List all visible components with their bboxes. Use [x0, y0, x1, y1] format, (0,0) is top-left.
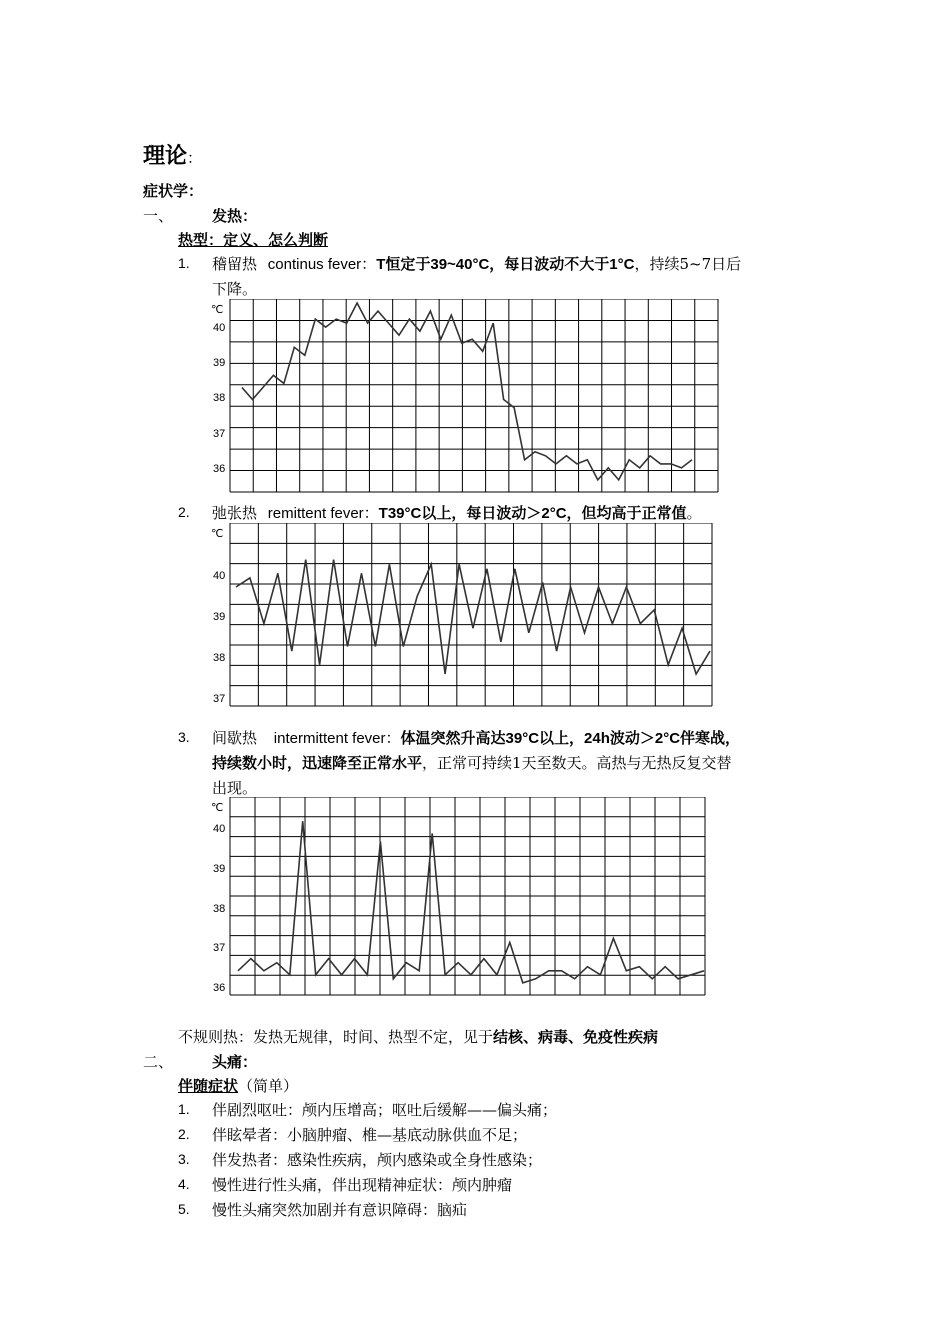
item3-line1 [212, 727, 740, 748]
item3-num: 3. [178, 729, 190, 745]
remittent-fever-chart [208, 523, 718, 708]
headache-item-4: 慢性进行性头痛，伴出现精神症状：颅内肿瘤 [212, 1176, 513, 1194]
unit-label: ℃ [211, 304, 224, 316]
headache-num-1: 1. [178, 1101, 190, 1117]
item3-bold: 体温突然升高达39°C以上，24h波动＞2°C伴寒战， [400, 730, 741, 747]
continuous-fever-chart [208, 299, 723, 494]
grid [230, 523, 712, 706]
grid [230, 797, 705, 995]
accompany-note: （简单） [238, 1077, 299, 1095]
unit-label: ℃ [211, 802, 224, 814]
item1-name: 稽留热 [212, 255, 258, 273]
accompany-label: 伴随症状 [178, 1077, 239, 1095]
headache-item-5: 慢性头痛突然加剧并有意识障碍：脑疝 [212, 1201, 468, 1219]
section2-num: 二、 [143, 1053, 174, 1071]
y-tick-label: 39 [213, 611, 226, 623]
y-tick-label: 39 [213, 357, 226, 369]
unit-label: ℃ [211, 528, 224, 540]
title-colon: ： [187, 149, 203, 167]
item1-line2: 下降。 [212, 280, 258, 298]
subtitle: 症状学： [143, 182, 204, 200]
y-tick-label: 37 [213, 942, 226, 954]
headache-num-2: 2. [178, 1126, 190, 1142]
page-title [143, 139, 202, 170]
item1-bold: T恒定于39~40°C，每日波动不大于1°C [376, 256, 635, 273]
item3-line2-rest: ，正常可持续1天至数天。高热与无热反复交替 [422, 754, 732, 772]
item2-rest: 。 [686, 504, 702, 522]
headache-num-5: 5. [178, 1201, 190, 1217]
item1-num: 1. [178, 255, 190, 271]
intermittent-fever-chart [208, 797, 713, 997]
accompany-heading [178, 1075, 298, 1096]
item1-rest: ，持续5~7日后 [634, 255, 742, 273]
y-tick-label: 37 [213, 693, 226, 705]
item3-name: 间歇热 [212, 729, 258, 747]
y-tick-label: 36 [213, 463, 226, 475]
title-text: 理论 [143, 143, 188, 169]
y-tick-label: 39 [213, 863, 226, 875]
item2-bold: T39°C以上，每日波动＞2°C，但均高于正常值 [378, 505, 687, 522]
item1-line1 [212, 253, 741, 274]
headache-num-3: 3. [178, 1151, 190, 1167]
y-tick-label: 38 [213, 903, 226, 915]
item2-num: 2. [178, 504, 190, 520]
section1-num: 一、 [143, 207, 174, 225]
headache-item-1: 伴剧烈呕吐：颅内压增高；呕吐后缓解——偏头痛； [212, 1101, 558, 1119]
item1-en: continus fever： [267, 256, 377, 273]
y-tick-label: 38 [213, 652, 226, 664]
y-tick-label: 40 [213, 823, 226, 835]
temperature-series-line [236, 560, 710, 674]
headache-item-2: 伴眩晕者：小脑肿瘤、椎—基底动脉供血不足； [212, 1126, 528, 1144]
y-tick-label: 40 [213, 322, 226, 334]
section2-label: 头痛： [212, 1053, 258, 1071]
y-tick-label: 38 [213, 392, 226, 404]
irregular-text: 不规则热：发热无规律，时间、热型不定，见于 [178, 1028, 494, 1046]
y-tick-label: 36 [213, 982, 226, 994]
temperature-series-line [238, 821, 704, 983]
item3-en: intermittent fever： [273, 730, 401, 747]
temperature-series-line [242, 303, 692, 480]
item2-en: remittent fever： [267, 505, 379, 522]
headache-item-3: 伴发热者：感染性疾病，颅内感染或全身性感染； [212, 1151, 543, 1169]
heat-type-label: 热型：定义、怎么判断 [178, 231, 329, 249]
y-tick-label: 40 [213, 570, 226, 582]
item3-line2 [212, 752, 732, 773]
item2-name: 弛张热 [212, 504, 258, 522]
item2-line1 [212, 502, 702, 523]
item3-line2-bold: 持续数小时，迅速降至正常水平 [212, 754, 423, 772]
irregular-fever [178, 1026, 658, 1047]
irregular-bold: 结核、病毒、免疫性疾病 [493, 1028, 659, 1046]
section1-label: 发热： [212, 207, 258, 225]
headache-num-4: 4. [178, 1176, 190, 1192]
item3-line3: 出现。 [212, 779, 258, 797]
y-tick-label: 37 [213, 428, 226, 440]
